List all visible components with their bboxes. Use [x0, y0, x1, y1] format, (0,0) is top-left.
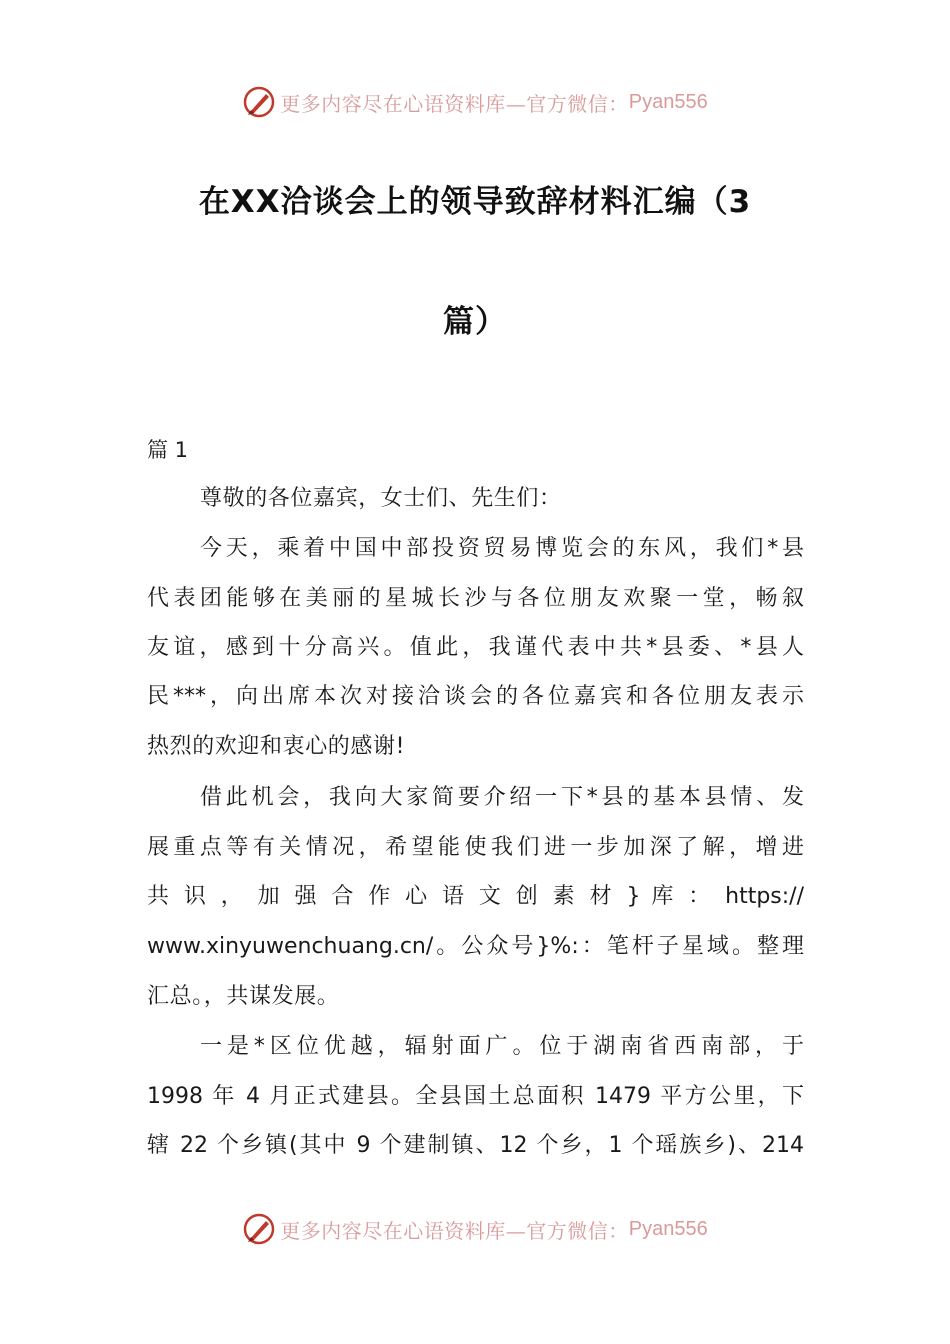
body-line: 展重点等有关情况，希望能使我们进一步加深了解，增进 [147, 835, 804, 860]
body-line: 借此机会，我向大家简要介绍一下*县的基本县情、发 [200, 785, 804, 810]
body-line: 汇总。，共谋发展。 [147, 984, 340, 1009]
section-label: 篇 1 [147, 438, 189, 462]
body-line: 友谊，感到十分高兴。值此，我谨代表中共*县委、*县人 [147, 635, 804, 660]
header-banner [0, 82, 950, 122]
banner-text: 更多内容尽在心语资料库—官方微信： [280, 91, 629, 116]
body-line: 代表团能够在美丽的星城长沙与各位朋友欢聚一堂，畅叙 [147, 586, 804, 611]
document-title-line-2: 篇） [443, 304, 507, 340]
body-line: 1998 年 4 月正式建县。全县国土总面积 1479 平方公里，下 [147, 1084, 804, 1109]
body-line: 共 识 ， 加 强 合 作 心 语 文 创 素 材 } 库 ： https:// [147, 884, 804, 909]
body-line: 一是*区位优越，辐射面广。位于湖南省西南部，于 [200, 1034, 804, 1059]
banner-wechat-id: Pyan556 [628, 90, 708, 113]
pen-logo-icon [242, 85, 276, 119]
footer-banner [0, 1209, 950, 1249]
document-title-line-1: 在XX洽谈会上的领导致辞材料汇编（3 [198, 184, 752, 220]
body-line: 辖 22 个乡镇(其中 9 个建制镇、12 个乡，1 个瑶族乡)、214 [147, 1133, 804, 1158]
body-line: 热烈的欢迎和衷心的感谢! [147, 734, 406, 759]
banner-wechat-id: Pyan556 [628, 1217, 708, 1240]
body-line: 尊敬的各位嘉宾，女士们、先生们： [200, 486, 562, 511]
body-line: www.xinyuwenchuang.cn/。公众号}%:：笔杆子星域。整理 [147, 934, 804, 959]
body-line: 民***，向出席本次对接洽谈会的各位嘉宾和各位朋友表示 [147, 684, 804, 709]
banner-text: 更多内容尽在心语资料库—官方微信： [280, 1218, 629, 1243]
body-line: 今天，乘着中国中部投资贸易博览会的东风，我们*县 [200, 536, 804, 561]
pen-logo-icon [242, 1212, 276, 1246]
